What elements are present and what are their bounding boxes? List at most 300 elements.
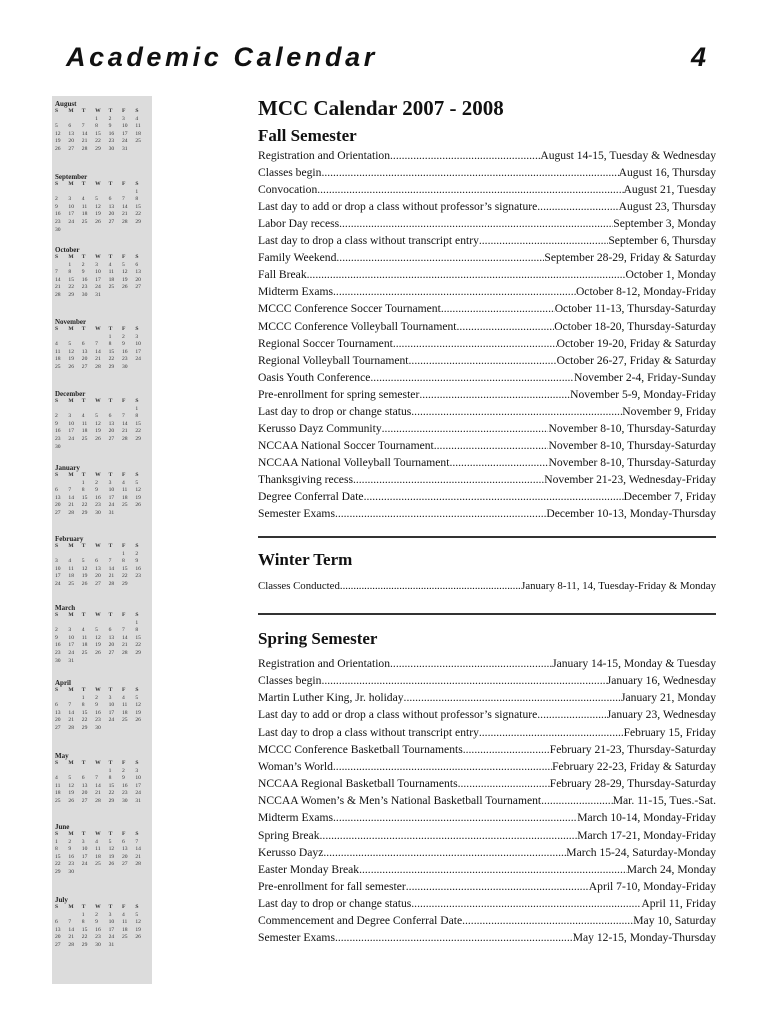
day-number: 16: [55, 211, 61, 218]
day-number: 7: [135, 838, 139, 845]
day-number: 13: [55, 709, 61, 716]
day-number: 25: [81, 435, 88, 442]
day-number: [68, 334, 81, 342]
day-number: 4: [95, 838, 98, 845]
day-number: 13: [95, 565, 101, 572]
mini-calendar-month: [55, 535, 150, 589]
week-row: [55, 927, 150, 935]
day-number: 23: [108, 138, 115, 145]
event-name: Woman’s World: [258, 759, 333, 773]
day-number: 24: [135, 790, 141, 797]
event-date: October 18-20, Thursday-Saturday: [554, 319, 716, 333]
day-number: 9: [95, 702, 98, 709]
weekday-label: S: [55, 254, 59, 260]
dot-leader: [333, 809, 577, 826]
weekday-label: T: [108, 326, 113, 332]
weekday-label: M: [68, 612, 74, 618]
event-date: October 19-20, Friday & Saturday: [556, 336, 716, 350]
calendar-event-row: [258, 505, 716, 522]
week-row: [55, 558, 150, 566]
day-number: 7: [108, 558, 112, 565]
day-number: 22: [121, 573, 128, 580]
event-name: MCCC Conference Soccer Tournament: [258, 302, 441, 316]
week-row: [55, 269, 150, 277]
week-row: [55, 146, 150, 154]
weekday-label: S: [55, 543, 59, 549]
day-number: 11: [108, 269, 114, 276]
day-number: 10: [81, 846, 88, 853]
weekday-label: F: [121, 108, 126, 114]
day-number: 27: [55, 724, 61, 731]
event-name: Last day to drop a class without transcript entry: [258, 725, 479, 739]
calendar-event-row: [258, 672, 716, 689]
day-number: 22: [135, 642, 141, 649]
day-number: 7: [121, 413, 125, 420]
day-number: 15: [95, 130, 101, 137]
week-row: [55, 502, 150, 510]
calendar-event-row: [258, 420, 716, 437]
mini-calendar-month: [55, 318, 150, 372]
event-name: Regional Volleyball Tournament: [258, 353, 409, 367]
dot-leader: [479, 724, 624, 741]
week-row: [55, 480, 150, 488]
day-number: 29: [135, 649, 141, 656]
day-number: 10: [68, 634, 74, 641]
day-number: 20: [81, 356, 88, 363]
event-date: January 21, Monday: [621, 691, 716, 705]
day-number: 19: [135, 926, 141, 933]
day-number: 15: [55, 853, 61, 860]
calendar-event-row: [258, 724, 716, 741]
weekday-label: S: [135, 254, 139, 260]
mini-calendar-sidebar: [52, 96, 152, 984]
weekday-label: W: [95, 398, 101, 404]
mini-calendar-month: [55, 390, 150, 451]
day-number: 21: [95, 356, 101, 363]
day-number: 10: [108, 702, 115, 709]
calendar-event-row: [258, 403, 716, 420]
month-name: January: [55, 464, 80, 472]
day-number: 26: [108, 861, 115, 868]
dot-leader: [390, 655, 552, 672]
winter-term-heading: Winter Term: [258, 550, 353, 569]
week-row: [55, 717, 150, 725]
day-number: 7: [68, 702, 72, 709]
event-name: Regional Soccer Tournament: [258, 336, 393, 350]
weekday-header: [55, 760, 150, 768]
weekday-label: F: [121, 687, 126, 693]
day-number: 19: [55, 138, 61, 145]
weekday-label: T: [108, 612, 113, 618]
day-number: 10: [135, 341, 141, 348]
day-number: 31: [68, 657, 74, 664]
day-number: 4: [81, 627, 85, 634]
calendar-event-row: [258, 706, 716, 723]
event-date: September 28-29, Friday & Saturday: [544, 251, 716, 265]
event-date: November 8-10, Thursday-Saturday: [548, 421, 716, 435]
day-number: 2: [95, 694, 98, 701]
dot-leader: [537, 198, 618, 215]
week-row: [55, 934, 150, 942]
day-number: 28: [95, 363, 101, 370]
day-number: 5: [135, 479, 139, 486]
day-number: 5: [135, 911, 139, 918]
day-number: 2: [68, 838, 72, 845]
weekday-label: S: [55, 612, 59, 618]
event-name: Last day to drop a class without transcript entry: [258, 234, 479, 248]
event-date: November 2-4, Friday-Sunday: [574, 370, 716, 384]
day-number: 15: [121, 565, 128, 572]
week-row: [55, 702, 150, 710]
week-row: [55, 227, 150, 235]
weekday-label: W: [95, 326, 101, 332]
calendar-event-row: [258, 471, 716, 488]
day-number: 30: [95, 941, 101, 948]
week-row: [55, 695, 150, 703]
event-date: March 17-21, Monday-Friday: [577, 828, 716, 842]
weekday-label: S: [135, 472, 139, 478]
day-number: 24: [81, 861, 88, 868]
event-date: August 23, Thursday: [618, 200, 716, 214]
day-number: 30: [68, 868, 74, 875]
day-number: [109, 620, 122, 628]
day-number: 17: [68, 211, 74, 218]
dot-leader: [364, 488, 624, 505]
day-number: 2: [135, 550, 139, 557]
month-name: June: [55, 823, 70, 831]
event-name: MCCC Conference Basketball Tournaments: [258, 742, 463, 756]
day-number: 22: [135, 428, 141, 435]
day-number: 15: [135, 203, 141, 210]
event-date: December 10-13, Monday-Thursday: [546, 507, 716, 521]
dot-leader: [541, 792, 613, 809]
week-row: [55, 495, 150, 503]
day-number: [95, 768, 108, 776]
day-number: 21: [95, 790, 101, 797]
day-number: 20: [121, 853, 128, 860]
day-number: 1: [68, 261, 72, 268]
day-number: 10: [68, 420, 74, 427]
weekday-label: S: [55, 398, 59, 404]
weekday-label: W: [95, 543, 101, 549]
event-name: NCCAA Women’s & Men’s National Basketball Tournament: [258, 794, 542, 808]
dot-leader: [320, 827, 578, 844]
event-date: October 26-27, Friday & Saturday: [556, 353, 716, 367]
day-number: 23: [68, 861, 74, 868]
day-number: 4: [121, 479, 125, 486]
day-number: 21: [108, 573, 115, 580]
mini-calendar-month: [55, 246, 150, 300]
day-number: 30: [121, 797, 128, 804]
week-row: [55, 116, 150, 124]
day-number: 25: [55, 363, 61, 370]
day-number: [95, 551, 108, 559]
day-number: 25: [95, 861, 101, 868]
event-date: January 23, Wednesday: [606, 708, 716, 722]
event-date: April 11, Friday: [641, 897, 716, 911]
day-number: 27: [81, 797, 88, 804]
day-number: [68, 406, 81, 414]
day-number: 17: [81, 853, 88, 860]
event-name: Last day to add or drop a class without professor’s signature: [258, 708, 538, 722]
week-row: [55, 869, 150, 877]
week-row: [55, 123, 150, 131]
day-number: 29: [55, 868, 61, 875]
day-number: [95, 334, 108, 342]
day-number: [82, 334, 95, 342]
month-name: September: [55, 173, 88, 181]
day-number: 3: [81, 838, 85, 845]
day-number: [82, 444, 95, 452]
day-number: 25: [135, 138, 141, 145]
dot-leader: [457, 318, 555, 335]
day-number: 18: [135, 130, 141, 137]
day-number: [135, 146, 148, 154]
day-number: 14: [68, 709, 74, 716]
day-number: 8: [135, 627, 139, 634]
day-number: 2: [81, 261, 85, 268]
day-number: 28: [135, 861, 141, 868]
day-number: 28: [121, 649, 128, 656]
event-date: August 21, Tuesday: [623, 183, 716, 197]
calendar-event-row: [258, 147, 716, 164]
day-number: 30: [108, 145, 115, 152]
weekday-label: F: [121, 831, 126, 837]
event-name: Kerusso Dayz Community: [258, 421, 382, 435]
day-number: 25: [81, 649, 88, 656]
weekday-label: M: [68, 760, 74, 766]
day-number: 11: [68, 565, 74, 572]
week-row: [55, 710, 150, 718]
day-number: 18: [68, 573, 74, 580]
dot-leader: [411, 403, 622, 420]
event-name: Semester Exams: [258, 931, 335, 945]
weekday-header: [55, 398, 150, 406]
day-number: 4: [68, 558, 72, 565]
weekday-label: S: [135, 108, 139, 114]
day-number: 26: [135, 717, 141, 724]
event-date: October 8-12, Monday-Friday: [575, 285, 716, 299]
event-name: Thanksgiving recess: [258, 472, 353, 486]
day-number: 23: [135, 573, 141, 580]
day-number: 4: [108, 261, 112, 268]
weekday-label: T: [81, 831, 86, 837]
page-title: Academic Calendar: [66, 42, 378, 72]
weekday-label: M: [68, 904, 74, 910]
day-number: 13: [68, 130, 74, 137]
day-number: 3: [135, 333, 139, 340]
day-number: [55, 116, 68, 124]
dot-leader: [463, 741, 550, 758]
calendar-event-row: [258, 437, 716, 454]
day-number: 10: [95, 269, 101, 276]
day-number: 14: [68, 926, 74, 933]
day-number: 29: [135, 435, 141, 442]
day-number: 28: [68, 509, 74, 516]
day-number: 31: [95, 291, 101, 298]
day-number: 14: [121, 634, 128, 641]
week-row: [55, 487, 150, 495]
day-number: 21: [121, 428, 128, 435]
day-number: 28: [81, 145, 88, 152]
spring-semester-heading: Spring Semester: [258, 629, 378, 648]
day-number: 16: [108, 130, 115, 137]
day-number: 27: [81, 363, 88, 370]
day-number: 15: [81, 926, 88, 933]
event-name: Last day to add or drop a class without professor’s signature: [258, 200, 538, 214]
day-number: 3: [108, 479, 112, 486]
day-number: 12: [95, 203, 101, 210]
week-row: [55, 912, 150, 920]
day-number: 4: [135, 115, 139, 122]
day-number: 26: [135, 502, 141, 509]
day-number: 11: [135, 123, 141, 130]
day-number: 28: [95, 797, 101, 804]
weekday-label: W: [95, 687, 101, 693]
week-row: [55, 131, 150, 139]
day-number: [55, 406, 68, 414]
dot-leader: [339, 215, 613, 232]
day-number: 8: [135, 196, 139, 203]
weekday-label: S: [135, 831, 139, 837]
day-number: [55, 551, 68, 559]
week-row: [55, 444, 150, 452]
day-number: 4: [81, 413, 85, 420]
weekday-label: T: [108, 181, 113, 187]
day-number: 16: [55, 428, 61, 435]
day-number: 29: [135, 218, 141, 225]
weekday-label: S: [55, 760, 59, 766]
event-date: January 14-15, Monday & Tuesday: [552, 657, 716, 670]
day-number: 11: [95, 846, 101, 853]
day-number: [109, 725, 122, 733]
day-number: 1: [121, 550, 125, 557]
calendar-event-row: [258, 929, 716, 946]
day-number: 13: [55, 926, 61, 933]
day-number: 27: [108, 218, 115, 225]
day-number: 12: [95, 420, 101, 427]
day-number: [95, 444, 108, 452]
weekday-label: M: [68, 543, 74, 549]
day-number: [122, 725, 135, 733]
weekday-label: M: [68, 398, 74, 404]
event-date: November 9, Friday: [622, 404, 716, 418]
event-name: NCCAA National Volleyball Tournament: [258, 455, 450, 469]
day-number: 29: [95, 145, 101, 152]
dot-leader: [404, 689, 621, 706]
day-number: 8: [68, 269, 72, 276]
week-row: [55, 428, 150, 436]
day-number: 15: [81, 709, 88, 716]
day-number: 6: [68, 123, 72, 130]
week-row: [55, 262, 150, 270]
dot-leader: [537, 706, 606, 723]
month-name: October: [55, 246, 80, 254]
weekday-label: T: [81, 398, 86, 404]
week-row: [55, 620, 150, 628]
week-row: [55, 292, 150, 300]
weekday-label: T: [81, 108, 86, 114]
day-number: 5: [135, 694, 139, 701]
day-number: 20: [81, 790, 88, 797]
day-number: 10: [121, 123, 128, 130]
day-number: [68, 551, 81, 559]
day-number: 17: [95, 276, 101, 283]
calendar-event-row: [258, 878, 716, 895]
calendar-event-row: [258, 809, 716, 826]
calendar-event-row: [258, 215, 716, 232]
day-number: 17: [108, 494, 115, 501]
day-number: [95, 869, 108, 877]
day-number: 26: [81, 580, 88, 587]
day-number: 3: [68, 413, 72, 420]
weekday-label: S: [135, 326, 139, 332]
day-number: 18: [121, 709, 128, 716]
day-number: 3: [108, 694, 112, 701]
weekday-label: T: [108, 904, 113, 910]
day-number: [68, 444, 81, 452]
day-number: 8: [81, 919, 85, 926]
day-number: [68, 912, 81, 920]
day-number: 5: [81, 558, 85, 565]
day-number: 6: [135, 261, 139, 268]
event-name: Pre-enrollment for fall semester: [258, 879, 406, 893]
day-number: [55, 695, 68, 703]
day-number: [109, 869, 122, 877]
dot-leader: [336, 249, 544, 266]
week-row: [55, 196, 150, 204]
day-number: 2: [95, 911, 98, 918]
weekday-label: M: [68, 181, 74, 187]
day-number: 12: [135, 919, 141, 926]
day-number: 25: [121, 934, 128, 941]
weekday-label: S: [135, 612, 139, 618]
weekday-header: [55, 108, 150, 116]
fall-semester-heading: Fall Semester: [258, 126, 357, 145]
day-number: [82, 227, 95, 235]
event-name: Last day to drop or change status: [258, 404, 412, 418]
day-number: [68, 768, 81, 776]
day-number: 13: [81, 348, 88, 355]
dot-leader: [406, 878, 589, 895]
day-number: 3: [55, 558, 58, 565]
dot-leader: [335, 505, 546, 522]
week-row: [55, 219, 150, 227]
day-number: 13: [81, 782, 88, 789]
day-number: [55, 620, 68, 628]
event-date: September 6, Thursday: [608, 234, 716, 248]
weekday-label: S: [55, 472, 59, 478]
day-number: [122, 189, 135, 197]
week-row: [55, 650, 150, 658]
day-number: 29: [81, 509, 88, 516]
day-number: [135, 581, 148, 589]
day-number: 13: [108, 420, 115, 427]
day-number: 30: [55, 657, 61, 664]
day-number: 6: [95, 558, 98, 565]
weekday-header: [55, 904, 150, 912]
weekday-label: F: [121, 760, 126, 766]
day-number: 7: [95, 775, 98, 782]
week-row: [55, 413, 150, 421]
day-number: [95, 227, 108, 235]
weekday-label: T: [81, 612, 86, 618]
event-name: Oasis Youth Conference: [258, 370, 371, 384]
day-number: 7: [55, 269, 58, 276]
day-number: 13: [135, 269, 141, 276]
week-row: [55, 406, 150, 414]
day-number: 27: [108, 435, 115, 442]
